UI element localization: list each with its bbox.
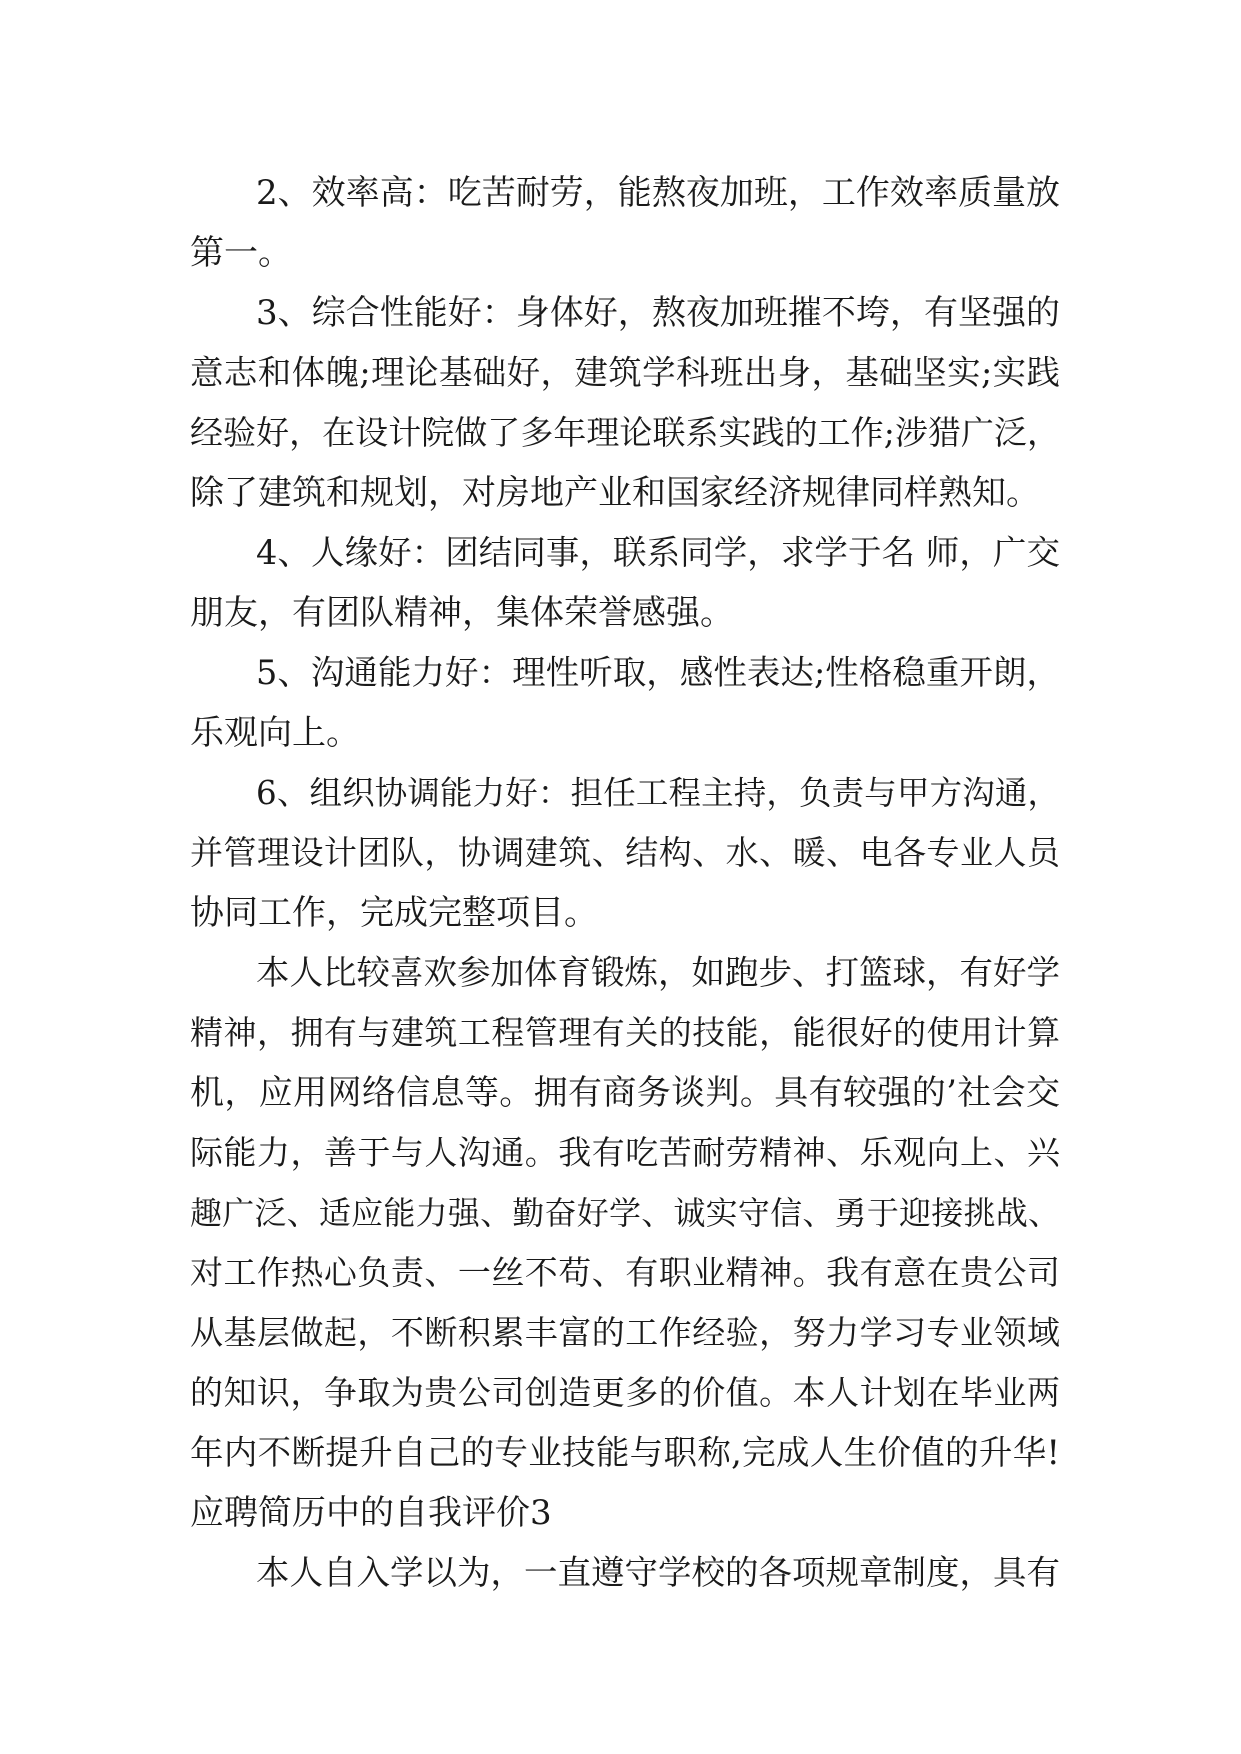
paragraph-line: 除了建筑和规划，对房地产业和国家经济规律同样熟知。 (190, 473, 1040, 513)
paragraph-line: 意志和体魄;理论基础好，建筑学科班出身，基础坚实;实践 (190, 353, 1060, 392)
paragraph-line: 2、效率高：吃苦耐劳，能熬夜加班，工作效率质量放 (256, 173, 1060, 213)
paragraph-line: 年内不断提升自己的专业技能与职称,完成人生价值的升华! (190, 1433, 1060, 1472)
paragraph-line: 经验好，在设计院做了多年理论联系实践的工作;涉猎广泛， (190, 413, 1060, 452)
paragraph-line: 精神，拥有与建筑工程管理有关的技能，能很好的使用计算 (190, 1013, 1060, 1052)
paragraph-line: 6、组织协调能力好：担任工程主持，负责与甲方沟通， (256, 774, 1060, 812)
paragraph-line: 际能力，善于与人沟通。我有吃苦耐劳精神、乐观向上、兴 (190, 1133, 1060, 1172)
section-heading: 应聘简历中的自我评价3 (190, 1493, 552, 1533)
paragraph-line: 3、综合性能好：身体好，熬夜加班摧不垮，有坚强的 (256, 293, 1060, 333)
paragraph-line: 趣广泛、适应能力强、勤奋好学、诚实守信、勇于迎接挑战、 (190, 1194, 1060, 1232)
paragraph-line: 乐观向上。 (190, 713, 360, 753)
paragraph-line: 本人比较喜欢参加体育锻炼，如跑步、打篮球，有好学 (256, 953, 1060, 992)
paragraph-line: 对工作热心负责、一丝不苟、有职业精神。我有意在贵公司 (190, 1253, 1060, 1292)
paragraph-line: 协同工作，完成完整项目。 (190, 893, 598, 933)
paragraph-line: 并管理设计团队，协调建筑、结构、水、暖、电各专业人员 (190, 833, 1060, 872)
document-page (190, 163, 1060, 1603)
paragraph-line: 4、人缘好：团结同事，联系同学，求学于名 师，广交 (256, 533, 1060, 572)
paragraph-line: 机，应用网络信息等。拥有商务谈判。具有较强的’社会交 (190, 1073, 1060, 1113)
paragraph-line: 从基层做起，不断积累丰富的工作经验，努力学习专业领域 (190, 1313, 1060, 1352)
paragraph-line: 朋友，有团队精神，集体荣誉感强。 (190, 593, 734, 633)
paragraph-line: 5、沟通能力好：理性听取，感性表达;性格稳重开朗， (256, 653, 1060, 692)
paragraph-line: 第一。 (190, 233, 292, 273)
paragraph-line: 的知识，争取为贵公司创造更多的价值。本人计划在毕业两 (190, 1373, 1060, 1412)
paragraph-line: 本人自入学以为，一直遵守学校的各项规章制度，具有 (256, 1553, 1060, 1592)
